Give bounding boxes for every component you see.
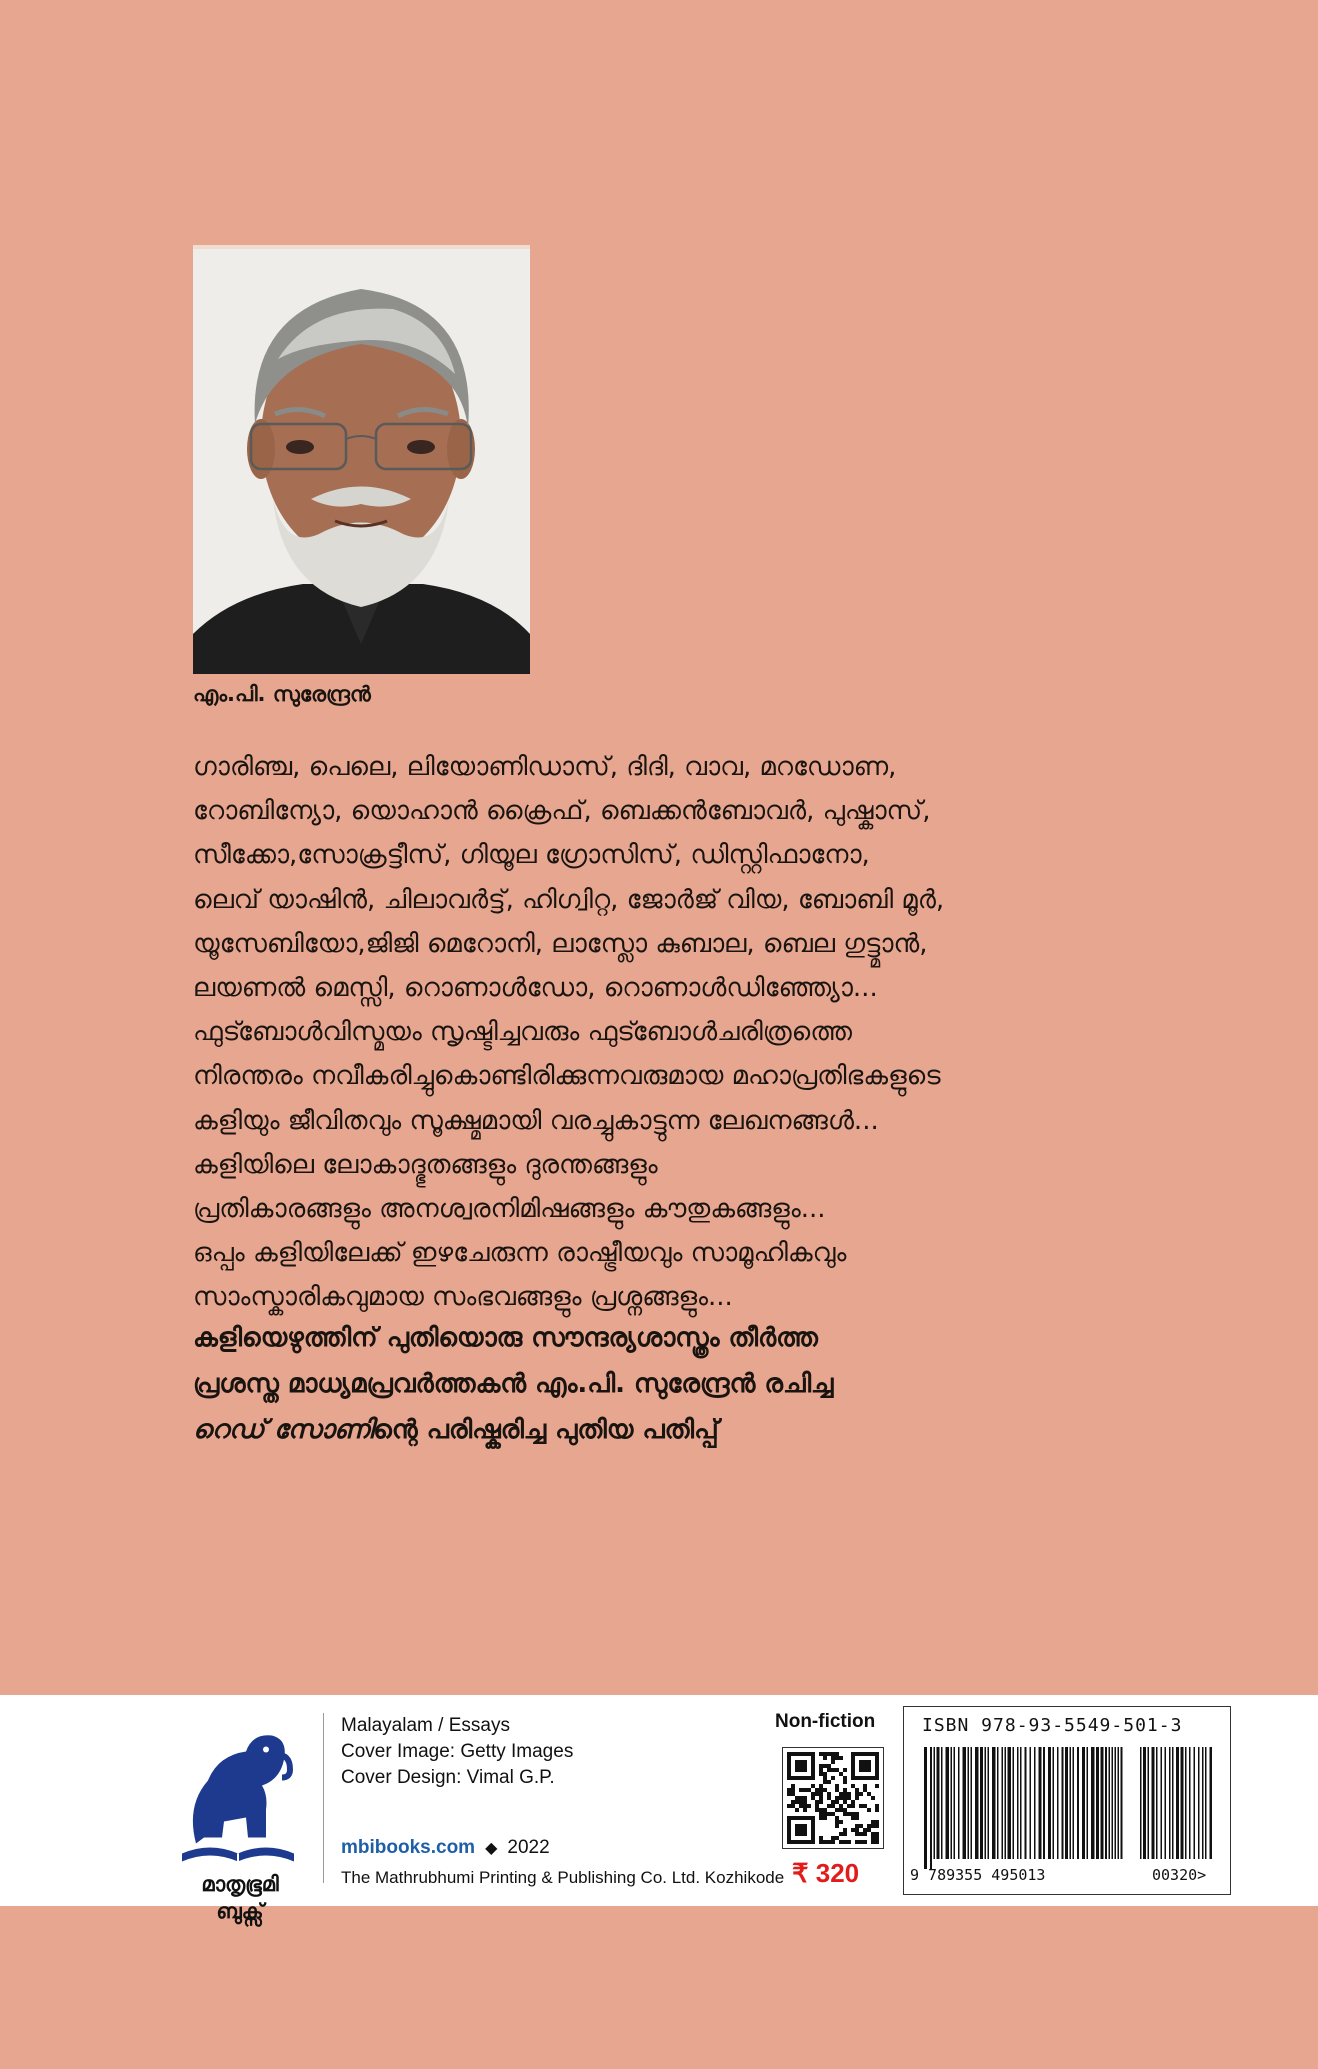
blurb-line: റോബിന്യോ, യൊഹാൻ ക്രൈഫ്, ബെക്കൻബോവർ, പുഷ്കാസ്,	[193, 796, 931, 827]
blurb-line: ലെവ് യാഷിൻ, ചിലാവർട്ട്, ഹിഗ്വിറ്റ, ജോർജ് വിയ, ബോബി മൂർ,	[193, 884, 945, 915]
category-label: Non-fiction	[775, 1711, 876, 1732]
blurb-line: കളിയിലെ ലോകാദ്ഭുതങ്ങളും ദുരന്തങ്ങളും	[193, 1149, 658, 1180]
blurb-line: സീക്കോ,സോക്രട്ടീസ്, ഗിയൂല ഗ്രോസിസ്, ഡിസ്റ്റിഫാനോ,	[193, 840, 870, 871]
blurb-text	[193, 745, 1113, 1320]
blurb-line: ലയണൽ മെസ്സി, റൊണാൾഡോ, റൊണാൾഡിഞ്ഞ്യോ...	[193, 973, 878, 1004]
publication-year: 2022	[507, 1837, 550, 1858]
blurb-line: സാംസ്കാരികവുമായ സംഭവങ്ങളും പ്രശ്നങ്ങളും...	[193, 1282, 733, 1313]
blurb-line: പ്രതികാരങ്ങളും അനശ്വരനിമിഷങ്ങളും കൗതുകങ്ങളും...	[193, 1194, 826, 1225]
author-name-caption: എം.പി. സുരേന്ദ്രൻ	[193, 682, 371, 706]
isbn-barcode-box	[903, 1706, 1231, 1895]
website-year	[341, 1837, 550, 1859]
book-title: റെഡ് സോണി	[193, 1415, 374, 1445]
tagline-line: കളിയെഴുത്തിന് പുതിയൊരു സൗന്ദര്യശാസ്ത്രം തീർത്ത	[193, 1323, 818, 1353]
book-info	[341, 1713, 573, 1791]
footer-divider	[323, 1713, 324, 1883]
barcode-digits: 9 789355 495013	[910, 1866, 1046, 1884]
logo-text-line: ബുക്സ്	[216, 1899, 264, 1923]
blurb-line: കളിയും ജീവിതവും സൂക്ഷ്മമായി വരച്ചുകാട്ടുന്ന ലേഖനങ്ങൾ...	[193, 1105, 879, 1136]
price-code: 00320>	[1152, 1866, 1207, 1884]
blurb-line: ഗാരിഞ്ച, പെലെ, ലിയോണിഡാസ്, ദിദി, വാവ, മറഡോണ,	[193, 752, 897, 782]
tagline-line	[193, 1407, 1113, 1453]
website-link[interactable]: mbibooks.com	[341, 1837, 476, 1858]
logo-text-line: മാതൃഭൂമി	[201, 1872, 279, 1896]
publisher-logo-text	[175, 1871, 305, 1925]
blurb-line: ഒപ്പം കളിയിലേക്ക് ഇഴചേരുന്ന രാഷ്ട്രീയവും സാമൂഹികവും	[193, 1238, 847, 1269]
tagline-line: പ്രശസ്ത മാധ്യമപ്രവർത്തകൻ എം.പി. സുരേന്ദ്രൻ രചിച്ച	[193, 1369, 834, 1399]
blurb-line: യൂസേബിയോ,ജിജി മെറോനി, ലാസ്ലോ കുബാല, ബെല ഗുട്ട്മാൻ,	[193, 928, 928, 959]
isbn-number: ISBN 978-93-5549-501-3	[922, 1715, 1183, 1736]
tagline-line-rest: ന്റെ പരിഷ്കരിച്ച പുതിയ പതിപ്പ്	[373, 1415, 719, 1445]
blurb-line: ഫുട്ബോൾവിസ്മയം സൃഷ്ടിച്ചവരും ഫുട്ബോൾചരിത്രത്തെ	[193, 1017, 852, 1048]
language-genre: Malayalam / Essays	[341, 1715, 510, 1736]
footer-band	[0, 1695, 1318, 1923]
diamond-icon: ◆	[485, 1840, 498, 1857]
cover-image-credit: Cover Image: Getty Images	[341, 1741, 574, 1762]
blurb-line: നിരന്തരം നവീകരിച്ചുകൊണ്ടിരിക്കുന്നവരുമായ മഹാപ്രതിഭകളുടെ	[193, 1061, 941, 1092]
barcode-icon	[922, 1747, 1212, 1869]
publisher-name: The Mathrubhumi Printing & Publishing Co. Ltd. Kozhikode	[341, 1868, 785, 1887]
price-tag: ₹ 320	[792, 1858, 860, 1888]
tagline	[193, 1315, 1113, 1453]
author-photo	[193, 245, 530, 674]
cover-design-credit: Cover Design: Vimal G.P.	[341, 1767, 555, 1788]
qr-code-icon	[782, 1747, 884, 1849]
